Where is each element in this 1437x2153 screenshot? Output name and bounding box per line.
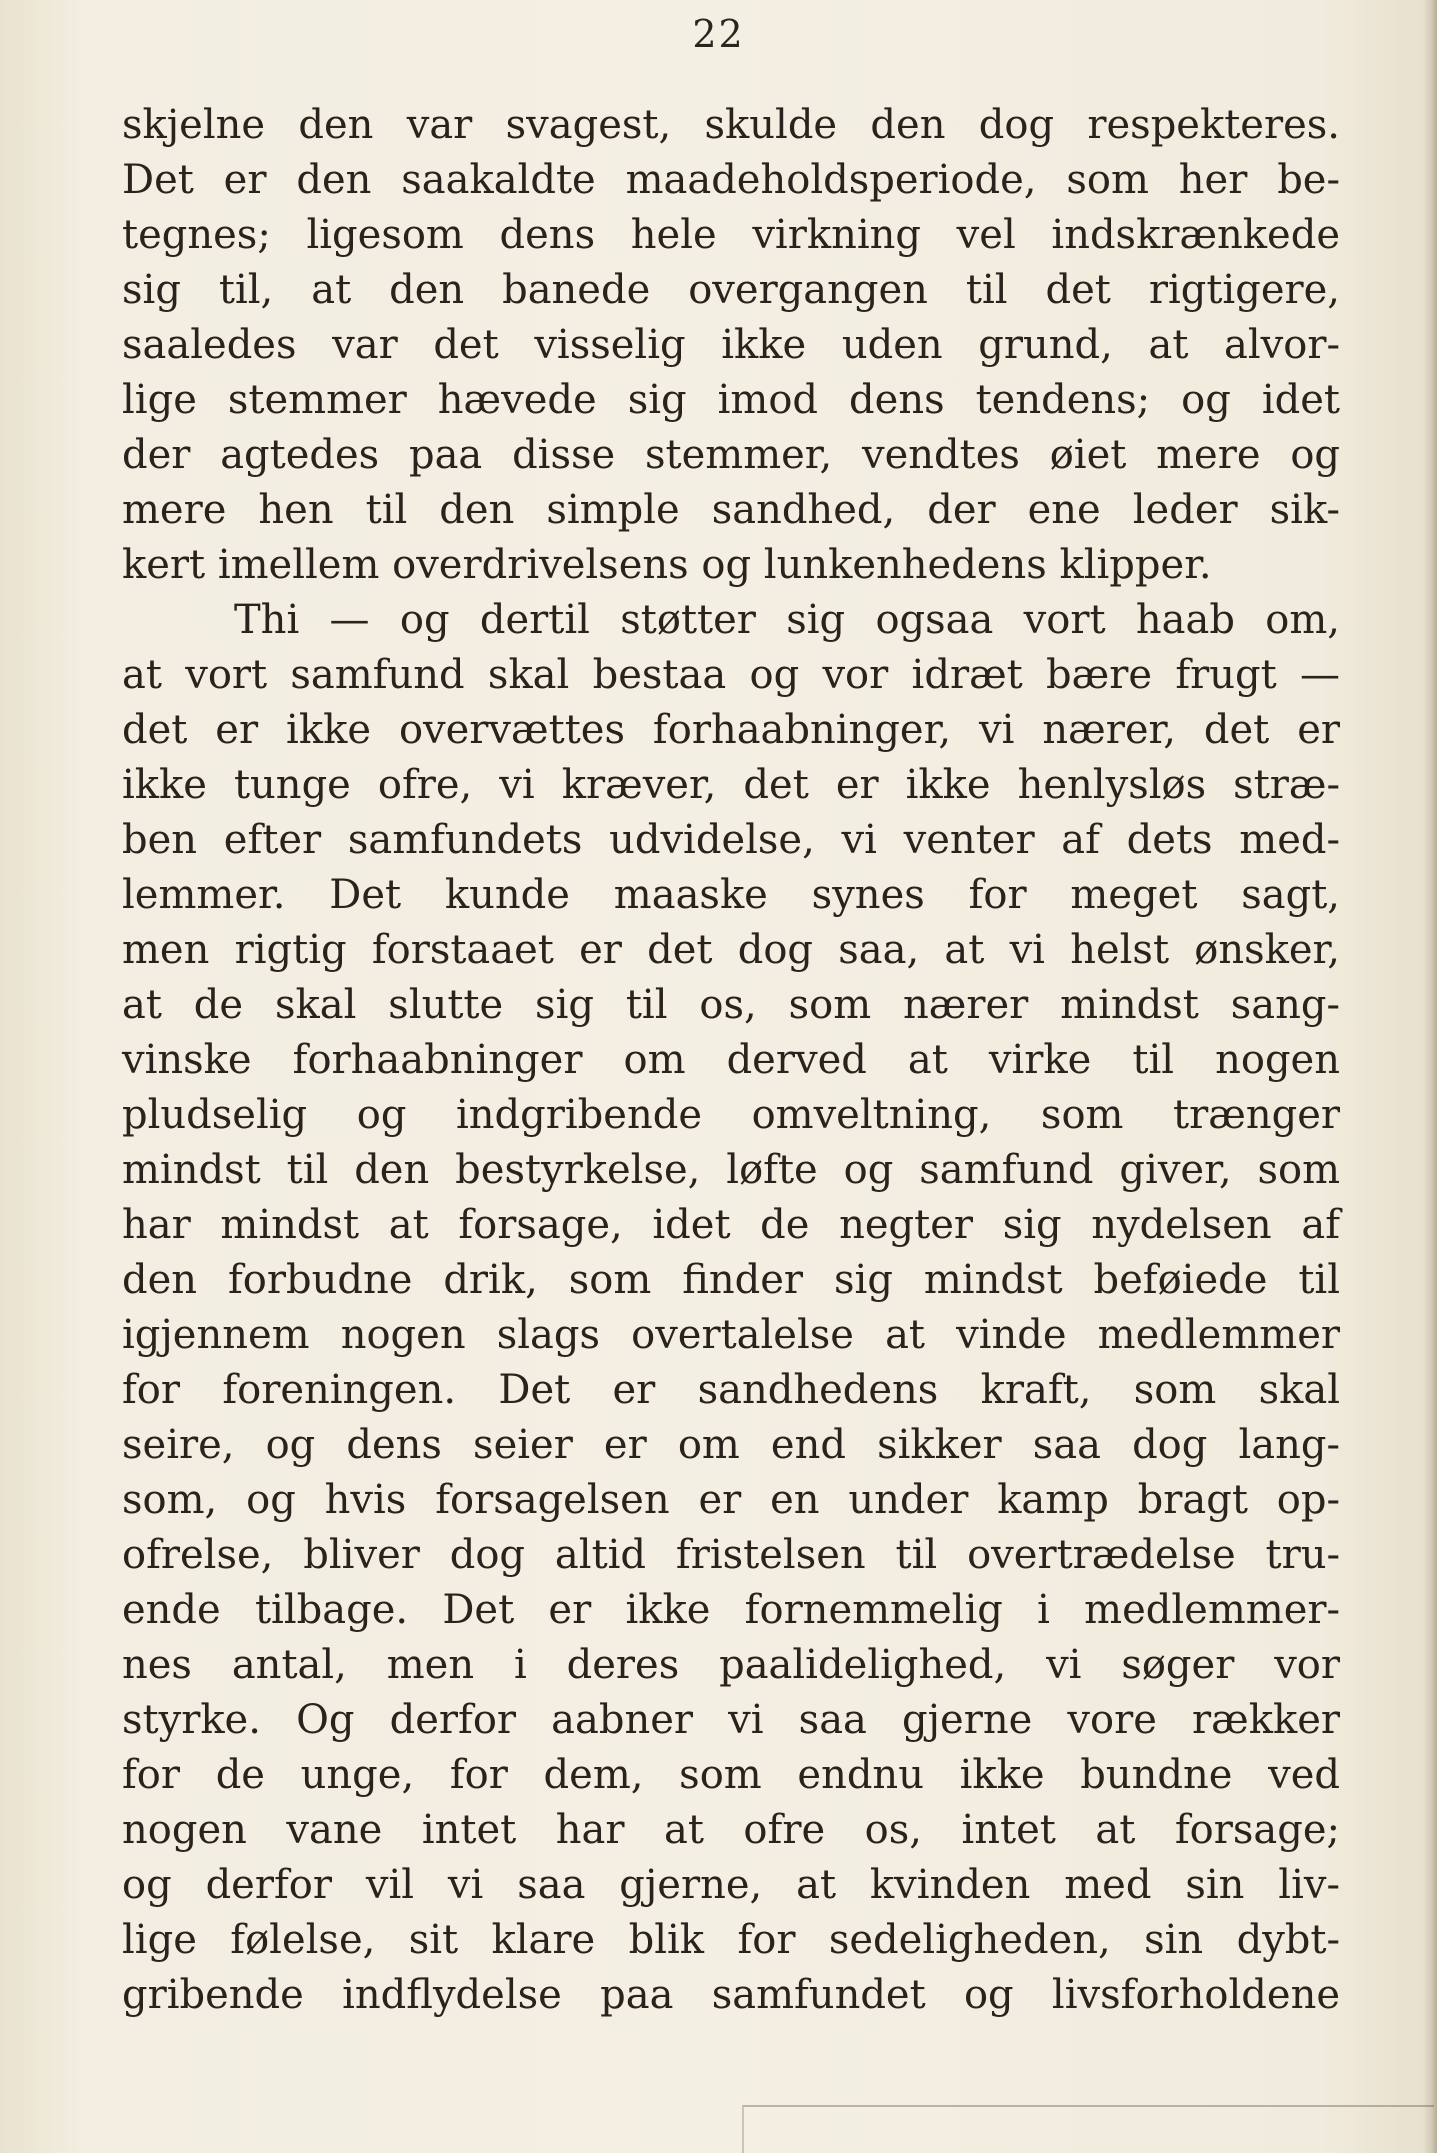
text-line: saaledes var det visselig ikke uden grund, at alvor-	[122, 322, 1340, 368]
text-line: sig til, at den banede overgangen til det rigtigere,	[122, 267, 1340, 313]
text-line: Det er den saakaldte maadeholdsperiode, som her be-	[122, 157, 1340, 203]
text-line: lige følelse, sit klare blik for sedeligheden, sin dybt-	[122, 1917, 1340, 1963]
text-line: at de skal slutte sig til os, som nærer mindst sang-	[122, 982, 1340, 1028]
body-text	[122, 98, 1340, 2023]
text-line: skjelne den var svagest, skulde den dog respekteres.	[122, 102, 1340, 148]
text-line: nes antal, men i deres paalidelighed, vi søger vor	[122, 1642, 1340, 1688]
paragraph-start-line: Thi — og dertil støtter sig ogsaa vort haab om,	[234, 597, 1340, 643]
page-edge-shadow	[1423, 0, 1437, 2153]
text-line: ofrelse, bliver dog altid fristelsen til overtrædelse tru-	[122, 1532, 1340, 1578]
text-line: styrke. Og derfor aabner vi saa gjerne vore rækker	[122, 1697, 1340, 1743]
page-corner-mark	[742, 2105, 1434, 2153]
text-line: men rigtig forstaaet er det dog saa, at vi helst ønsker,	[122, 927, 1340, 973]
text-line: lemmer. Det kunde maaske synes for meget sagt,	[122, 872, 1340, 918]
text-line: tegnes; ligesom dens hele virkning vel indskrænkede	[122, 212, 1340, 258]
text-line: der agtedes paa disse stemmer, vendtes øiet mere og	[122, 432, 1340, 478]
page-number: 22	[692, 12, 745, 56]
text-line: ben efter samfundets udvidelse, vi venter af dets med-	[122, 817, 1340, 863]
text-line: igjennem nogen slags overtalelse at vinde medlemmer	[122, 1312, 1340, 1358]
text-line: for de unge, for dem, som endnu ikke bundne ved	[122, 1752, 1340, 1798]
text-line: at vort samfund skal bestaa og vor idræt bære frugt —	[122, 652, 1340, 698]
text-line: kert imellem overdrivelsens og lunkenhedens klipper.	[122, 542, 1212, 588]
text-line: har mindst at forsage, idet de negter sig nydelsen af	[122, 1202, 1340, 1248]
text-line: seire, og dens seier er om end sikker saa dog lang-	[122, 1422, 1340, 1468]
text-line: gribende indflydelse paa samfundet og livsforholdene	[122, 1972, 1340, 2018]
text-line: nogen vane intet har at ofre os, intet at forsage;	[122, 1807, 1340, 1853]
text-line: vinske forhaabninger om derved at virke til nogen	[122, 1037, 1340, 1083]
text-line: ikke tunge ofre, vi kræver, det er ikke henlysløs stræ-	[122, 762, 1340, 808]
text-line: mindst til den bestyrkelse, løfte og samfund giver, som	[122, 1147, 1340, 1193]
text-line: lige stemmer hævede sig imod dens tendens; og idet	[122, 377, 1340, 423]
text-line: mere hen til den simple sandhed, der ene leder sik-	[122, 487, 1340, 533]
text-line: den forbudne drik, som finder sig mindst beføiede til	[122, 1257, 1340, 1303]
text-line: og derfor vil vi saa gjerne, at kvinden med sin liv-	[122, 1862, 1340, 1908]
text-line: pludselig og indgribende omveltning, som trænger	[122, 1092, 1340, 1138]
text-line: for foreningen. Det er sandhedens kraft, som skal	[122, 1367, 1340, 1413]
text-line: som, og hvis forsagelsen er en under kamp bragt op-	[122, 1477, 1340, 1523]
text-line: det er ikke overvættes forhaabninger, vi nærer, det er	[122, 707, 1340, 753]
text-line: ende tilbage. Det er ikke fornemmelig i medlemmer-	[122, 1587, 1340, 1633]
